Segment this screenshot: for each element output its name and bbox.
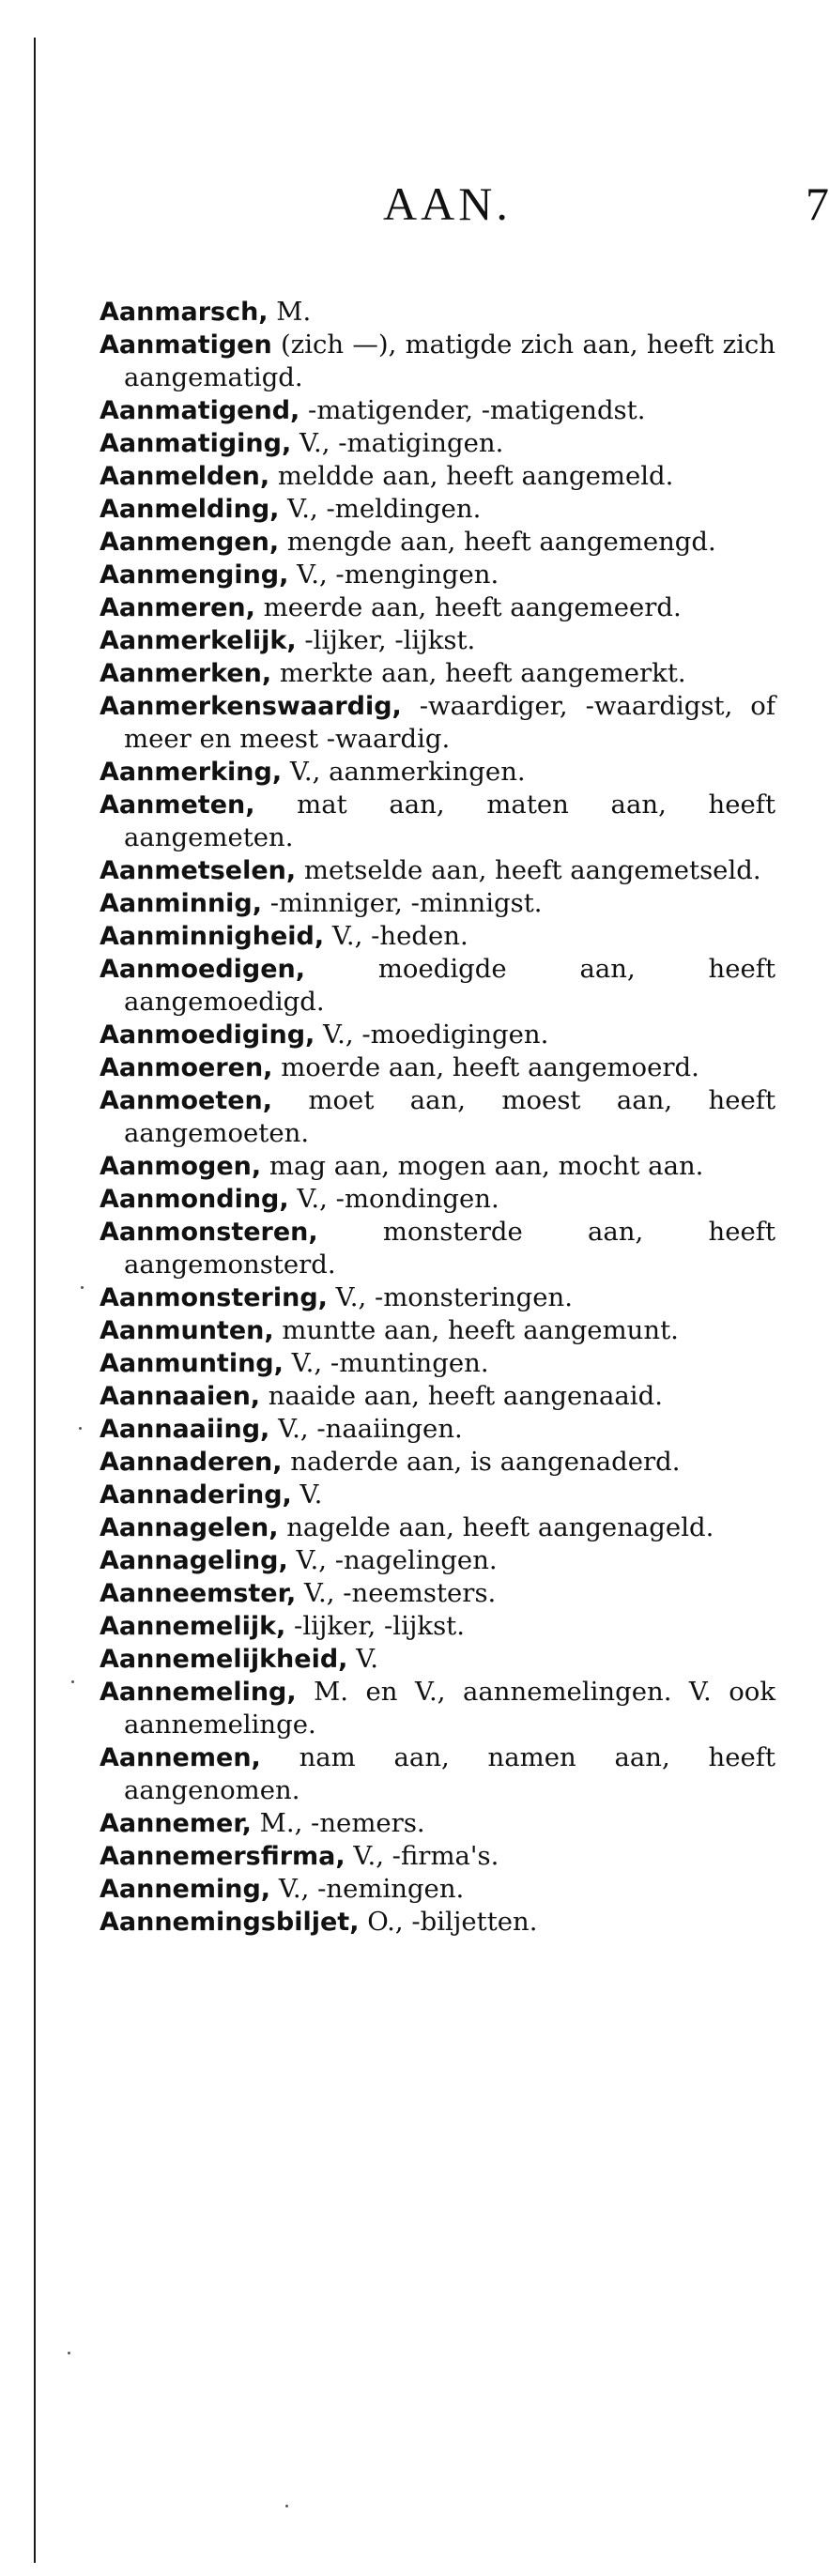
entry-definition: V., -naaiingen. [269,1414,463,1444]
entry-definition: nam aan, namen aan, heeft aangenomen. [124,1742,775,1805]
dictionary-entry [100,920,775,953]
entry-definition: mag aan, mogen aan, mocht aan. [261,1151,704,1181]
entry-headword: Aanmoeren, [100,1053,273,1082]
entry-headword: Aanmogen, [100,1152,262,1181]
dictionary-entry [100,1019,775,1051]
entry-definition: nagelde aan, heeft aangenageld. [278,1512,714,1542]
entry-headword: Aanmerken, [100,659,272,688]
dictionary-entry [100,1873,775,1906]
dictionary-entry [100,1807,775,1840]
entry-headword: Aannemelijkheid, [100,1645,348,1674]
dictionary-entry [100,1643,775,1676]
entry-definition: V., -nemingen. [270,1874,465,1904]
dictionary-entry [100,690,775,756]
dictionary-entry [100,1314,775,1347]
dictionary-entry [100,296,775,329]
scan-speck [285,2505,288,2507]
entry-headword: Aanmonsteren, [100,1218,318,1247]
entry-headword: Aannagelen, [100,1513,279,1542]
page-number: 7 [806,177,829,230]
dictionary-entry [100,624,775,657]
dictionary-entry [100,1577,775,1610]
dictionary-entry [100,1413,775,1446]
entry-definition: -waardiger, -waardigst, of meer en meest -waardig. [124,691,775,754]
dictionary-entries [100,296,775,1939]
entry-definition: merkte aan, heeft aangemerkt. [271,658,686,688]
entry-definition: mengde aan, heeft aangemengd. [279,527,716,557]
entry-definition: V., -heden. [324,921,468,951]
entry-definition: V. [347,1644,378,1674]
entry-headword: Aanmengen, [100,528,280,557]
entry-headword: Aanminnigheid, [100,922,325,951]
entry-headword: Aanmatigen [100,330,272,360]
entry-headword: Aanminnig, [100,889,263,918]
entry-headword: Aanmeten, [100,790,255,820]
entry-headword: Aanmatigend, [100,396,300,425]
entry-definition: O., -biljetten. [359,1907,538,1937]
entry-headword: Aanneming, [100,1875,271,1904]
entry-definition: -matigender, -matigendst. [299,395,646,425]
entry-headword: Aannaaiing, [100,1415,270,1444]
dictionary-entry [100,854,775,887]
dictionary-entry [100,1610,775,1643]
entry-definition: V., -meldingen. [279,494,482,524]
entry-headword: Aannemersfirma, [100,1842,345,1871]
entry-definition: (zich —), matigde zich aan, heeft zich aangematigd. [124,330,775,392]
entry-definition: V., -muntingen. [283,1348,489,1378]
entry-headword: Aannemeling, [100,1678,297,1707]
entry-headword: Aannemer, [100,1809,252,1838]
entry-definition: -lijker, -lijkst. [296,625,476,655]
dictionary-entry [100,1347,775,1380]
dictionary-entry [100,1511,775,1544]
entry-definition: -lijker, -lijkst. [285,1611,465,1641]
scan-speck [68,2352,70,2354]
entry-headword: Aannadering, [100,1480,292,1510]
dictionary-entry [100,1150,775,1183]
entry-definition: V., aanmerkingen. [282,757,526,787]
entry-headword: Aanmetselen, [100,856,297,885]
entry-definition: V., -mengingen. [288,560,499,590]
entry-headword: Aanmeren, [100,593,255,622]
entry-headword: Aanmoedigen, [100,955,306,984]
entry-headword: Aannemelijk, [100,1612,286,1641]
entry-definition: V., -monsteringen. [327,1282,573,1312]
dictionary-entry [100,1183,775,1216]
dictionary-entry [100,394,775,427]
dictionary-entry [100,1676,775,1741]
dictionary-entry [100,1446,775,1479]
dictionary-entry [100,789,775,854]
entry-headword: Aannemingsbiljet, [100,1908,360,1937]
dictionary-entry [100,1479,775,1511]
entry-definition: metselde aan, heeft aangemetseld. [296,855,761,885]
scan-speck [79,1427,82,1430]
entry-headword: Aanmerking, [100,758,283,787]
dictionary-entry [100,657,775,690]
entry-definition: naaide aan, heeft aangenaaid. [260,1381,663,1411]
dictionary-entry [100,1084,775,1150]
entry-headword: Aannageling, [100,1546,288,1575]
dictionary-entry [100,526,775,559]
entry-definition: meldde aan, heeft aangemeld. [269,461,674,491]
entry-headword: Aanmelden, [100,462,270,491]
scan-speck [71,1680,74,1683]
entry-headword: Aanmerkenswaardig, [100,692,402,721]
dictionary-entry [100,329,775,394]
entry-definition: M. [268,297,312,327]
entry-headword: Aannaderen, [100,1448,283,1477]
entry-definition: V., -moedigingen. [315,1020,549,1050]
entry-definition: M., -nemers. [251,1808,425,1838]
entry-headword: Aanmelding, [100,495,280,524]
entry-definition: V., -neemsters. [296,1578,497,1608]
dictionary-entry [100,1906,775,1939]
dictionary-entry [100,1544,775,1577]
entry-headword: Aanmerkelijk, [100,626,297,655]
entry-headword: Aanmunten, [100,1316,274,1345]
dictionary-entry [100,460,775,493]
entry-definition: V., -matigingen. [291,428,504,458]
dictionary-entry [100,1281,775,1314]
entry-definition: -minniger, -minnigst. [262,888,543,918]
dictionary-entry [100,1741,775,1807]
entry-headword: Aanmarsch, [100,298,269,327]
dictionary-entry [100,493,775,526]
entry-headword: Aanmoeten, [100,1086,273,1115]
entry-headword: Aanmatiging, [100,429,292,458]
entry-definition: V., -firma's. [345,1841,499,1871]
dictionary-entry [100,1380,775,1413]
running-head: AAN. [383,177,512,230]
entry-definition: monsterde aan, heeft aangemonsterd. [124,1217,775,1280]
dictionary-entry [100,427,775,460]
entry-definition: meerde aan, heeft aangemeerd. [254,592,682,622]
dictionary-entry [100,756,775,789]
scan-speck [81,1286,84,1289]
entry-definition: M. en V., aannemelingen. V. ook aannemelinge. [124,1677,775,1740]
dictionary-entry [100,1216,775,1281]
entry-headword: Aanmonstering, [100,1283,328,1312]
entry-definition: moet aan, moest aan, heeft aangemoeten. [124,1085,775,1148]
entry-headword: Aannaaien, [100,1382,261,1411]
entry-definition: V. [291,1480,323,1510]
entry-definition: mat aan, maten aan, heeft aangemeten. [124,790,775,852]
dictionary-entry [100,887,775,920]
entry-definition: naderde aan, is aangenaderd. [282,1447,681,1477]
dictionary-entry [100,1840,775,1873]
entry-headword: Aanmonding, [100,1185,289,1214]
entry-definition: V., -nagelingen. [287,1545,498,1575]
dictionary-entry [100,559,775,591]
dictionary-entry [100,1051,775,1084]
entry-definition: V., -mondingen. [288,1184,499,1214]
entry-definition: moerde aan, heeft aangemoerd. [272,1052,699,1082]
entry-headword: Aannemen, [100,1743,261,1772]
page-left-border [34,38,36,2563]
entry-definition: moedigde aan, heeft aangemoedigd. [124,954,775,1017]
dictionary-entry [100,953,775,1019]
entry-headword: Aanneemster, [100,1579,297,1608]
dictionary-entry [100,591,775,624]
entry-headword: Aanmoediging, [100,1020,315,1050]
entry-definition: muntte aan, heeft aangemunt. [273,1315,679,1345]
entry-headword: Aanmunting, [100,1349,284,1378]
entry-headword: Aanmenging, [100,560,289,590]
